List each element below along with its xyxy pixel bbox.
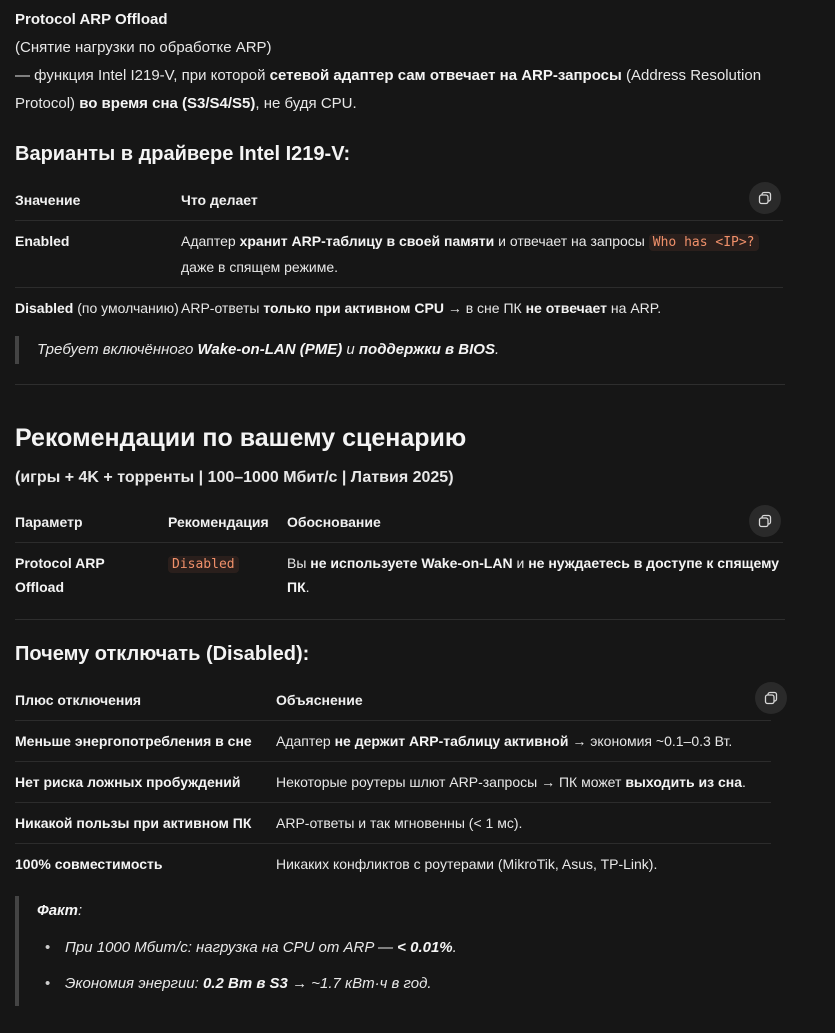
fact-block: Факт: • При 1000 Мбит/с: нагрузка на CPU от ARP — < 0.01%. • Экономия энергии: 0.2 Вт в S3 → ~1.7 кВт·ч в год. [15,896,785,1006]
cell-value: Enabled [15,232,70,249]
recommend-table [15,503,785,608]
divider [15,384,785,385]
divider [15,619,785,620]
col-header-rec: Рекомендация [168,514,269,531]
cell-plus: 100% совместимость [15,855,163,872]
recommend-subheading: (игры + 4K + торренты | 100–1000 Мбит/с | Латвия 2025) [15,468,454,486]
intro-description: — функция Intel I219-V, при которой сетевой адаптер сам отвечает на ARP-запросы (Address Resolution Protocol) во время сна (S3/S4/S5), не будя CPU. [15,67,762,112]
cell-value: Disabled (по умолчанию) [15,287,181,328]
table-row [15,802,771,843]
table-row [15,287,783,328]
table-row [15,843,771,884]
col-header-what: Что делает [181,191,258,208]
intro-title: Protocol ARP Offload [15,11,168,28]
table-row [15,543,783,608]
cell-explanation: Адаптер не держит ARP-таблицу активной → экономия ~0.1–0.3 Вт. [276,720,771,761]
copy-icon [764,691,778,705]
cell-explanation: ARP-ответы и так мгновенны (< 1 мс). [276,802,771,843]
intro-block [15,6,785,118]
cell-plus: Нет риска ложных пробуждений [15,773,241,790]
cell-description: Адаптер хранит ARP-таблицу в своей памяти и отвечает на запросы Who has <IP>? даже в спящем режиме. [181,220,783,287]
copy-icon [758,191,772,205]
response-content [15,6,785,1006]
fact-item: • При 1000 Мбит/с: нагрузка на CPU от ARP — < 0.01%. [45,930,785,966]
recommend-heading: Рекомендации по вашему сценарию [15,423,467,452]
col-header-value: Значение [15,191,81,208]
col-header-explanation: Объяснение [276,691,363,708]
col-header-plus: Плюс отключения [15,691,142,708]
fact-item: • Экономия энергии: 0.2 Вт в S3 → ~1.7 кВт·ч в год. [45,966,785,1002]
col-header-reason: Обоснование [287,514,381,531]
fact-title: Факт [37,901,78,919]
copy-table-button[interactable] [755,682,787,714]
cell-plus: Никакой пользы при активном ПК [15,814,252,831]
copy-table-button[interactable] [749,505,781,537]
cell-param: Protocol ARP Offload [15,555,105,595]
intro-subtitle: (Снятие нагрузки по обработке ARP) [15,39,272,56]
cell-reason: Вы не используете Wake-on-LAN и не нуждаетесь в доступе к спящему ПК. [287,543,783,608]
copy-table-button[interactable] [749,182,781,214]
recommendation-code: Disabled [168,556,239,573]
table-row [15,761,771,802]
inline-code: Who has <IP>? [649,234,759,251]
cell-description: ARP-ответы только при активном CPU → в сне ПК не отвечает на ARP. [181,287,783,328]
cell-plus: Меньше энергопотребления в сне [15,732,252,749]
requirement-note: Требует включённого Wake-on-LAN (PME) и поддержки в BIOS. [15,336,785,364]
variants-heading: Варианты в драйвере Intel I219-V: [15,143,351,165]
cell-explanation: Некоторые роутеры шлют ARP-запросы → ПК может выходить из сна. [276,761,771,802]
why-heading: Почему отключать (Disabled): [15,643,310,665]
col-header-param: Параметр [15,514,83,531]
copy-icon [758,514,772,528]
table-row [15,720,771,761]
table-row [15,220,783,287]
variants-table [15,180,785,328]
cell-explanation: Никаких конфликтов с роутерами (MikroTik, Asus, TP-Link). [276,843,771,884]
why-table [15,680,785,884]
